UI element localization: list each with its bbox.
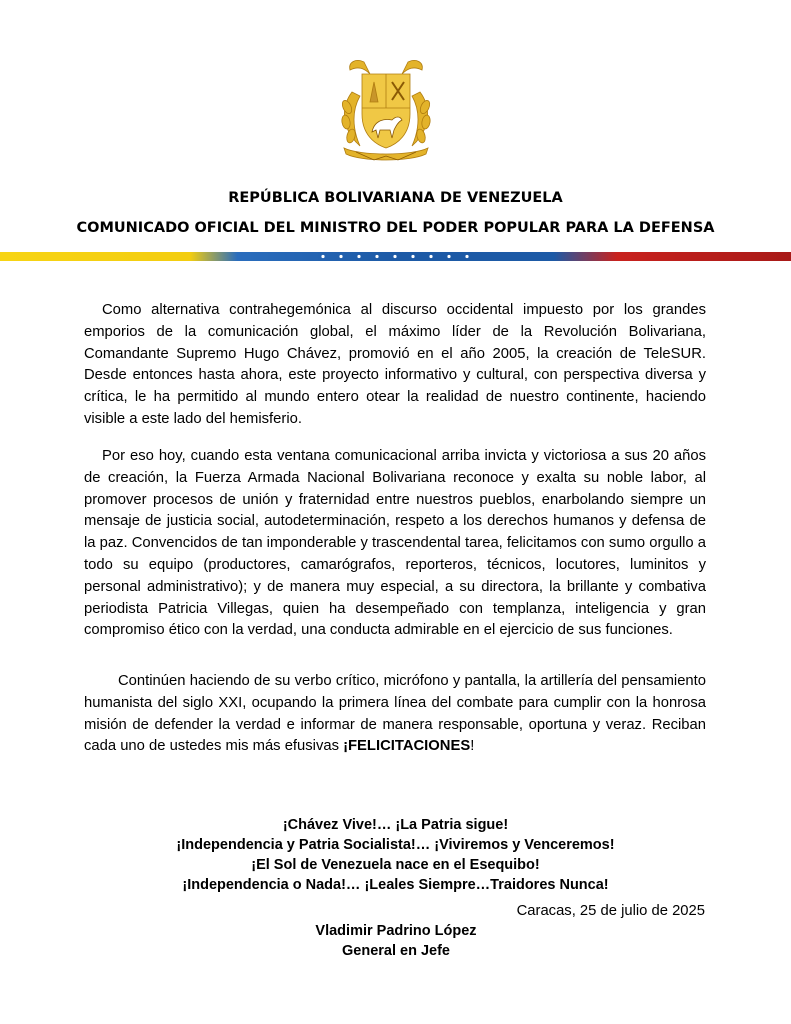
slogan-line: ¡El Sol de Venezuela nace en el Esequibo! — [251, 857, 540, 873]
header-country: REPÚBLICA BOLIVARIANA DE VENEZUELA — [228, 190, 563, 206]
place-date: Caracas, 25 de julio de 2025 — [516, 903, 705, 919]
paragraph-1: Como alternativa contrahegemónica al discurso occidental impuesto por los grandes emporios de la comunicación global, el máximo líder de la Revolución Bolivariana, Comandante Supremo Hugo Chávez, promovió en el año 2005, la creación de TeleSUR. Desde entonces hasta ahora, este proyecto informativo y cultural, con perspectiva diversa y crítica, le ha permitido al mundo entero otear la realidad de nuestro continente, haciendo visible a este lado del hemisferio. — [84, 302, 706, 427]
signer-rank: General en Jefe — [342, 943, 450, 959]
flag-color-band — [0, 252, 791, 261]
slogan-line: ¡Independencia o Nada!… ¡Leales Siempre…Traidores Nunca! — [182, 877, 609, 893]
paragraph-2: Por eso hoy, cuando esta ventana comunicacional arriba invicta y victoriosa a sus 20 años de creación, la Fuerza Armada Nacional Bolivariana reconoce y exalta su noble labor, al promover procesos de unión y fraternidad entre nuestros pueblos, enarbolando siempre un mensaje de justicia social, autodeterminación, respeto a los derechos humanos y defensa de la paz. Convencidos de tan imponderable y trascendental tarea, felicitamos con sumo orgullo a todo su equipo (productores, camarógrafos, reporteros, técnicos, locutores, luminitos y personal administrativo); y de manera muy especial, a su directora, la brillante y combativa periodista Patricia Villegas, quien ha desempeñado con templanza, inteligencia y gran compromiso ético con la verdad, una conducta admirable en el ejercicio de sus funciones. — [84, 448, 706, 639]
slogan-line: ¡Independencia y Patria Socialista!… ¡Viviremos y Venceremos! — [176, 837, 615, 853]
slogan-line: ¡Chávez Vive!… ¡La Patria sigue! — [282, 817, 509, 833]
signature-block — [296, 921, 496, 961]
felicitaciones-emphasis: ¡FELICITACIONES — [343, 738, 471, 755]
coat-of-arms-emblem — [330, 52, 442, 164]
signer-name: Vladimir Padrino López — [315, 923, 477, 939]
paragraph-3-end: ! — [470, 738, 475, 755]
paragraph-3-text: Continúen haciendo de su verbo crítico, micrófono y pantalla, la artillería del pensamiento humanista del siglo XXI, ocupando la primera línea del combate para cumplir con la honrosa misión de defender la verdad e informar de manera responsable, oportuna y veraz. Reciban cada uno de ustedes mis más efusivas — [84, 673, 706, 755]
paragraph-3 — [84, 671, 706, 758]
slogans-block — [0, 815, 791, 895]
header-communique-title: COMUNICADO OFICIAL DEL MINISTRO DEL PODER POPULAR PARA LA DEFENSA — [76, 220, 715, 236]
